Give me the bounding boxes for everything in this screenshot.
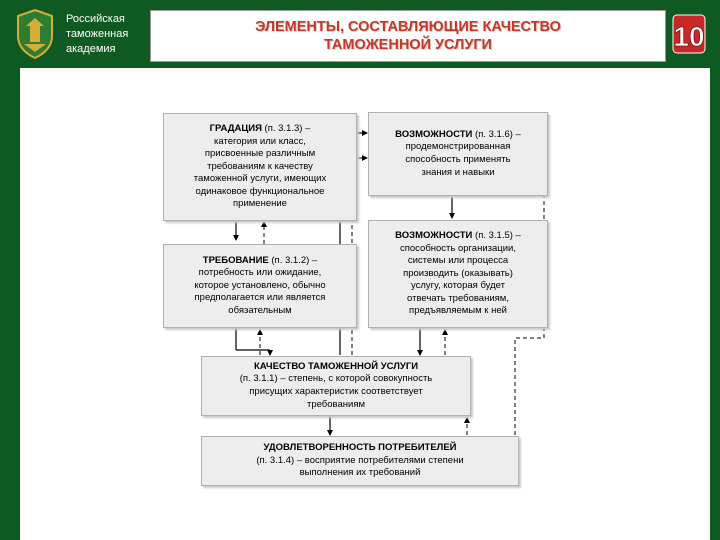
capability-organization-box: ВОЗМОЖНОСТИ (п. 3.1.5) – способность организации, системы или процесса производить (оказывать) услугу, которая будет отвечать требованиям, предъявляемым к ней: [368, 220, 548, 328]
slide-number: [672, 14, 706, 54]
academy-name: Российская таможенная академия: [66, 13, 129, 55]
quality-box: КАЧЕСТВО ТАМОЖЕННОЙ УСЛУГИ (п. 3.1.1) – степень, с которой совокупность присущих характеристик соответствует требованиям: [201, 356, 471, 416]
diagram-area: [20, 68, 710, 540]
gradation-box: ГРАДАЦИЯ (п. 3.1.3) – категория или класс, присвоенные различным требованиям к качеству таможенной услуги, имеющих одинаковое функциональное применение: [163, 113, 357, 221]
satisfaction-box: УДОВЛЕТВОРЕННОСТЬ ПОТРЕБИТЕЛЕЙ (п. 3.1.4) – восприятие потребителями степени выполнения их требований: [201, 436, 519, 486]
header: [0, 0, 720, 68]
customs-emblem-icon: [14, 8, 56, 60]
svg-text:10: 10: [673, 21, 705, 52]
requirement-box: ТРЕБОВАНИЕ (п. 3.1.2) – потребность или ожидание, которое установлено, обычно предполагается или является обязательным: [163, 244, 357, 328]
title-box: [150, 10, 666, 62]
capability-demonstrated-box: ВОЗМОЖНОСТИ (п. 3.1.6) – продемонстрированная способность применять знания и навыки: [368, 112, 548, 196]
page-title: ЭЛЕМЕНТЫ, СОСТАВЛЯЮЩИЕ КАЧЕСТВО ТАМОЖЕННОЙ УСЛУГИ: [255, 19, 561, 53]
